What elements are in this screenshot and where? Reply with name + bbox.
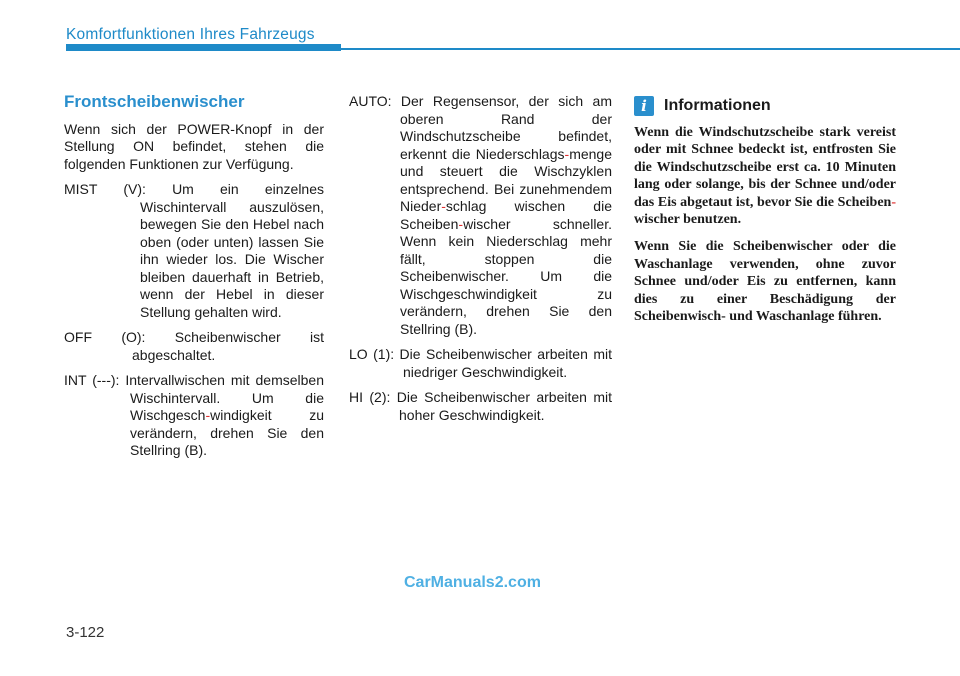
info-header [634,96,896,116]
info-p1-text-a: Wenn die Windschutzscheibe stark vereist oder mit Schnee bedeckt ist, entfrosten Sie die Windschutzscheibe erst ca. 10 Minuten lang oder solange, bis der Schnee und/oder das Eis abgetaut ist, bevor Sie die Scheiben [634,125,896,210]
hyphen-mark: - [441,198,446,214]
header-rule-thin [341,48,960,50]
header-rule-thick [66,44,341,51]
hyphen-mark: - [458,215,464,232]
int-definition [64,372,324,460]
intro-paragraph: Wenn sich der POWER-Knopf in der Stellung ON befindet, stehen die folgenden Funktionen zur Verfügung. [64,120,324,172]
column-1 [64,93,324,468]
info-title: Informationen [664,97,771,115]
hyphen-mark: - [205,407,211,423]
info-box [634,96,896,335]
auto-text-a: AUTO: Der Regensensor, der sich am oberen Rand der Windschutzscheibe befindet, erkennt die Niederschlags [349,93,612,162]
auto-text-b: menge und steuert die Wischzyklen entsprechend. Bei zunehmendem Nieder [400,145,612,214]
off-definition [64,329,324,364]
column-2 [349,93,612,432]
int-text-b: windigkeit zu verändern, drehen Sie den Stellring (B). [130,407,324,458]
lo-definition [349,346,612,381]
section-header-title: Komfortfunktionen Ihres Fahrzeugs [66,26,315,43]
off-text: OFF (O): Scheibenwischer ist abgeschaltet. [64,329,324,363]
mist-definition [64,181,324,321]
auto-text-d: wischer schneller. Wenn kein Niederschlag mehr fällt, stoppen die Scheibenwischer. Um die Wischgeschwindigkeit zu verändern, drehen Sie den Stellring (B). [400,215,612,337]
info-p1-text-b: wischer benutzen. [634,212,742,228]
hyphen-mark: - [891,194,896,210]
info-paragraph-1 [634,124,896,228]
page-number: 3-122 [66,624,105,641]
info-icon: i [634,96,654,116]
watermark-link[interactable]: CarManuals2.com [404,574,541,591]
auto-definition [349,93,612,338]
section-heading: Frontscheibenwischer [64,92,245,111]
hi-text: HI (2): Die Scheibenwischer arbeiten mit hoher Geschwindigkeit. [349,389,612,423]
info-paragraph-2: Wenn Sie die Scheibenwischer oder die Waschanlage verwenden, ohne zuvor Schnee und/oder Eis zu entfernen, kann dies zu einer Beschädigung der Scheibenwisch- und Waschanlage führen. [634,239,896,325]
auto-text-c: schlag wischen die Scheiben [400,198,612,232]
lo-text: LO (1): Die Scheibenwischer arbeiten mit niedriger Geschwindigkeit. [349,346,612,380]
hyphen-mark: - [564,145,570,162]
hi-definition [349,389,612,424]
int-text-a: INT (---): Intervallwischen mit demselben Wischintervall. Um die Wischgesch [64,372,324,423]
mist-text: MIST (V): Um ein einzelnes Wischintervall auszulösen, bewegen Sie den Hebel nach oben (oder unten) lassen Sie ihn wieder los. Die Wischer bleiben dauerhaft in Betrieb, wenn der Hebel in dieser Stellung gehalten wird. [64,181,324,320]
